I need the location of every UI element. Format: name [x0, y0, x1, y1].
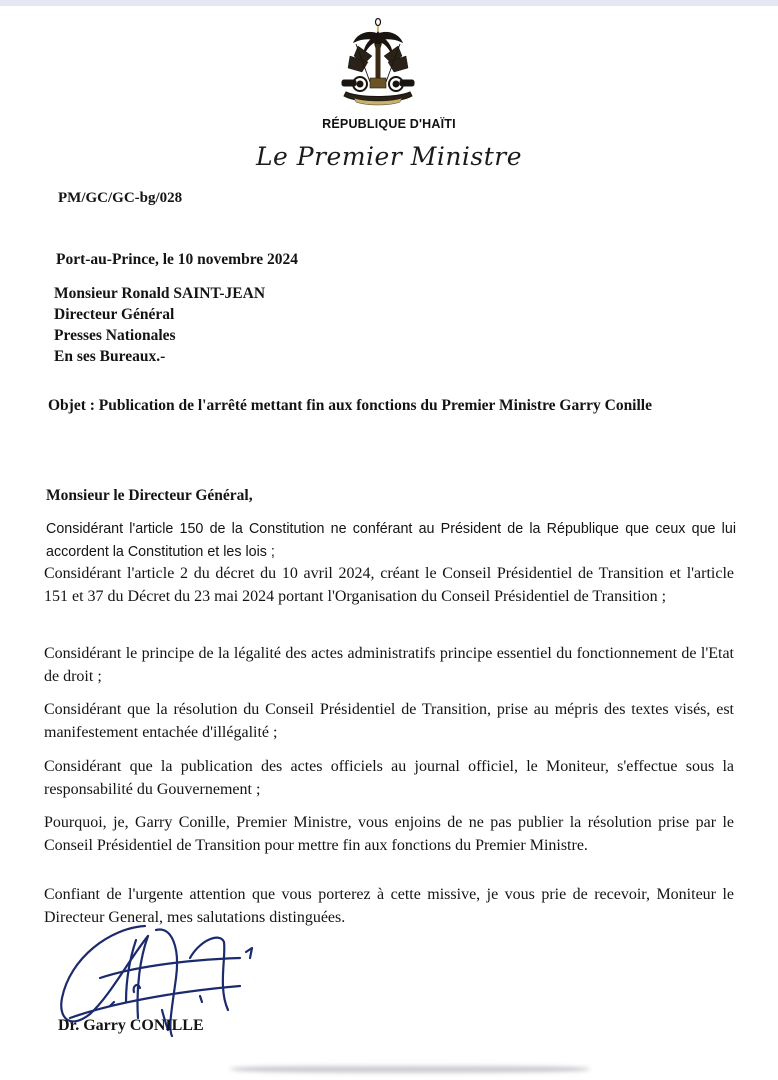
- recipient-name: Monsieur Ronald SAINT-JEAN: [54, 285, 266, 302]
- recipient-organization: Presses Nationales: [54, 327, 176, 344]
- paragraph-decret-avril: Considérant l'article 2 du décret du 10 avril 2024, créant le Conseil Présidentiel de Transition et l'article 151 et 37 du Décret du 23 mai 2024 portant l'Organisation du Conseil Présidentiel de Transition ;: [44, 565, 734, 605]
- paragraph-publication: Considérant que la publication des actes officiels au journal officiel, le Moniteur, s'effectue sous la responsabilité du Gouvernement ;: [44, 758, 734, 798]
- recipient-title: Directeur Général: [54, 306, 175, 323]
- reference-number: PM/GC/GC-bg/028: [58, 190, 183, 206]
- paper-fold-shadow: [230, 1064, 590, 1074]
- paragraph-closing: Confiant de l'urgente attention que vous porterez à cette missive, je vous prie de recevoir, Moniteur le Directeur General, mes salutations distinguées.: [44, 886, 734, 926]
- office-title: Le Premier Ministre: [255, 142, 523, 171]
- republic-heading: RÉPUBLIQUE D'HAÏTI: [322, 117, 456, 131]
- subject-line: Objet : Publication de l'arrêté mettant fin aux fonctions du Premier Ministre Garry Conille: [48, 397, 652, 414]
- paragraph-resolution: Considérant que la résolution du Conseil Présidentiel de Transition, prise au mépris des textes visés, est manifestement entachée d'illégalité ;: [44, 701, 734, 741]
- paragraph-article-150: Considérant l'article 150 de la Constitution ne conférant au Président de la République que ceux que lui accordent la Constitution et les lois ;: [46, 521, 736, 560]
- signatory-name: Dr. Garry CONILLE: [58, 1017, 204, 1034]
- date-line: Port-au-Prince, le 10 novembre 2024: [56, 251, 299, 268]
- salutation: Monsieur le Directeur Général,: [46, 487, 253, 504]
- paragraph-legalite: Considérant le principe de la légalité des actes administratifs principe essentiel du fonctionnement de l'Etat de droit ;: [44, 645, 734, 685]
- recipient-location: En ses Bureaux.-: [54, 348, 166, 365]
- window-top-bar: [0, 0, 778, 6]
- haiti-coat-of-arms-icon: [328, 16, 428, 116]
- paragraph-injonction: Pourquoi, je, Garry Conille, Premier Ministre, vous enjoins de ne pas publier la résolution prise par le Conseil Présidentiel de Transition pour mettre fin aux fonctions du Premier Ministre.: [44, 814, 734, 854]
